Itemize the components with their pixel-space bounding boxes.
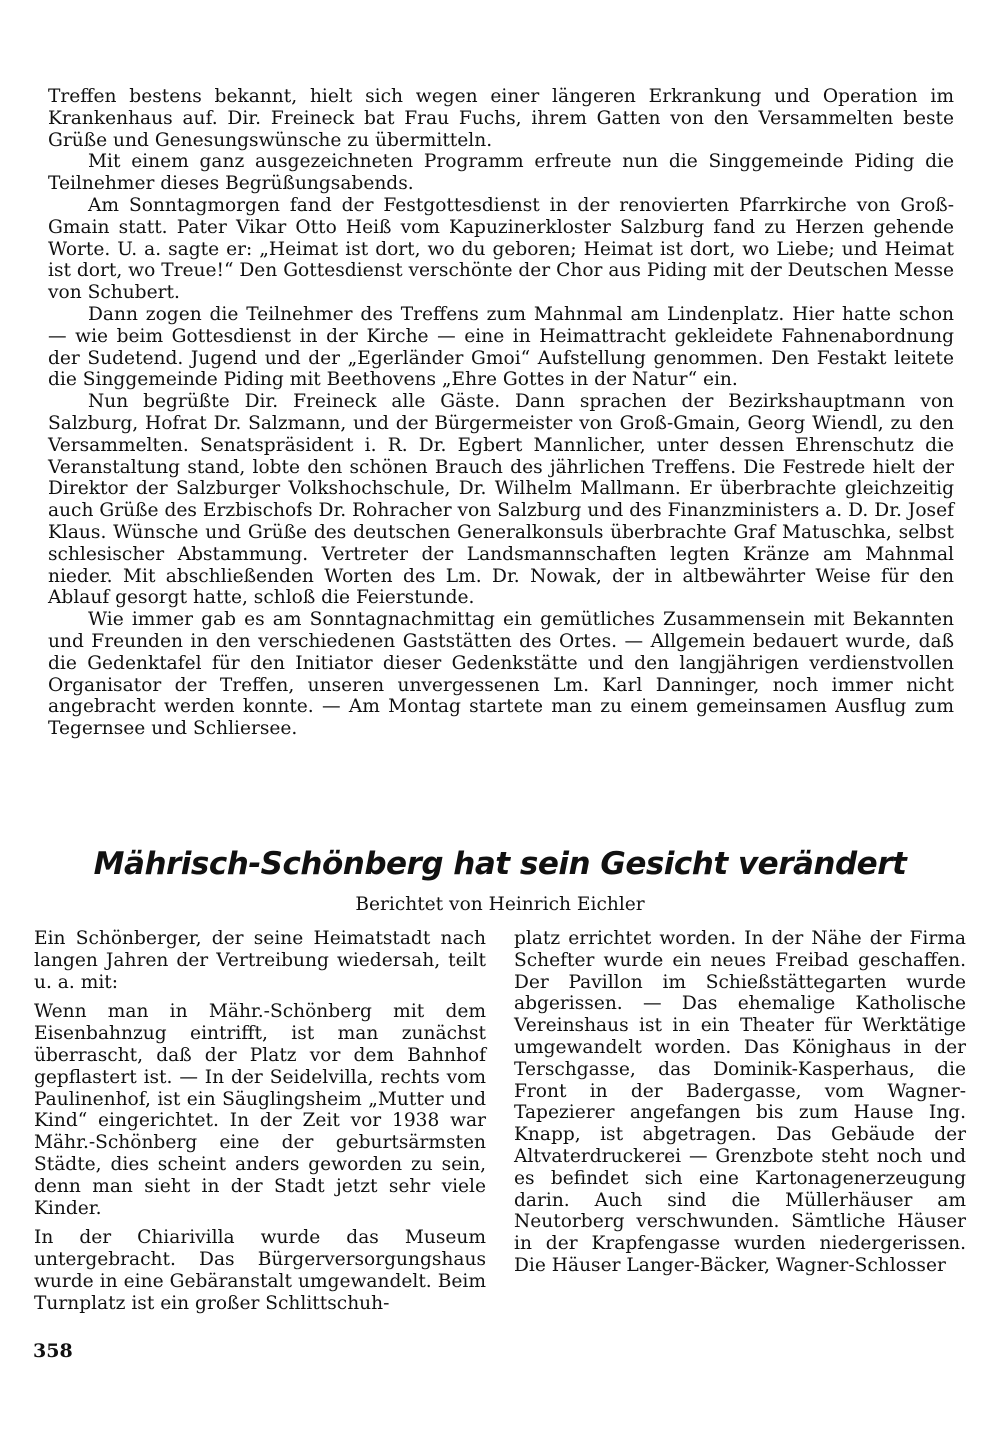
paragraph: Nun begrüßte Dir. Freineck alle Gäste. Dann sprachen der Bezirkshauptmann von Salzburg, Hofrat Dr. Salzmann, und der Bürgermeister von Groß-Gmain, Georg Wiendl, zu den Versammelten. Senatspräsident i. R. Dr. Egbert Mannlicher, unter dessen Ehrenschutz die Veranstaltung stand, lobte den schönen Brauch des jährlichen Treffens. Die Festrede hielt der Direktor der Salzburger Volkshochschule, Dr. Wilhelm Mallmann. Er überbrachte gleichzeitig auch Grüße des Erzbischofs Dr. Rohracher von Salzburg und des Finanzministers a. D. Dr. Josef Klaus. Wünsche und Grüße des deutschen Generalkonsuls überbrachte Graf Matuschka, selbst schlesischer Abstammung. Vertreter der Landsmannschaften legten Kränze am Mahnmal nieder. Mit abschließenden Worten des Lm. Dr. Nowak, der in altbewährter Weise für den Ablauf gesorgt hatte, schloß die Feierstunde.	[48, 391, 954, 609]
paragraph: Dann zogen die Teilnehmer des Treffens zum Mahnmal am Lindenplatz. Hier hatte schon — wie beim Gottesdienst in der Kirche — eine in Heimattracht gekleidete Fahnenabordnung der Sudetend. Jugend und der „Egerländer Gmoi“ Aufstellung genommen. Den Festakt leitete die Singgemeinde Piding mit Beethovens „Ehre Gottes in der Natur“ ein.	[48, 303, 954, 391]
page-number: 358	[33, 1340, 73, 1362]
paragraph: Ein Schönberger, der seine Heimatstadt nach langen Jahren der Vertreibung wiedersah, teilt u. a. mit:	[34, 928, 486, 993]
paragraph: In der Chiarivilla wurde das Museum untergebracht. Das Bürgerversorgungshaus wurde in eine Gebäranstalt umgewandelt. Beim Turnplatz ist ein großer Schlittschuh-	[34, 1227, 486, 1314]
article-byline: Berichtet von Heinrich Eichler	[355, 894, 645, 915]
paragraph: Treffen bestens bekannt, hielt sich wegen einer längeren Erkrankung und Operation im Krankenhaus auf. Dir. Freineck bat Frau Fuchs, ihrem Gatten von den Versammelten beste Grüße und Genesungswünsche zu übermitteln.	[48, 86, 954, 151]
paragraph: platz errichtet worden. In der Nähe der Firma Schefter wurde ein neues Freibad geschaffen. Der Pavillon im Schießstättegarten wurde abgerissen. — Das ehemalige Katholische Vereinshaus ist in ein Theater für Werktätige umgewandelt worden. Das Könighaus in der Terschgasse, das Dominik-Kasperhaus, die Front in der Badergasse, vom Wagner-Tapezierer angefangen bis zum Hause Ing. Knapp, ist abgetragen. Das Gebäude der Altvaterdruckerei — Grenzbote steht noch und es befindet sich eine Kartonagenerzeugung darin. Auch sind die Müllerhäuser am Neutorberg verschwunden. Sämtliche Häuser in der Krapfengasse wurden niedergerissen. Die Häuser Langer-Bäcker, Wagner-Schlosser	[514, 928, 966, 1276]
paragraph: Wenn man in Mähr.-Schönberg mit dem Eisenbahnzug eintrifft, ist man zunächst überrascht, daß der Platz vor dem Bahnhof gepflastert ist. — In der Seidelvilla, rechts vom Paulinenhof, ist ein Säuglingsheim „Mutter und Kind“ eingerichtet. In der Zeit vor 1938 war Mähr.-Schönberg eine der geburtsärmsten Städte, dies scheint anders geworden zu sein, denn man sieht in der Stadt jetzt sehr viele Kinder.	[34, 1001, 486, 1219]
paragraph: Wie immer gab es am Sonntagnachmittag ein gemütliches Zusammensein mit Bekannten und Freunden in den verschiedenen Gaststätten des Ortes. — Allgemein bedauert wurde, daß die Gedenktafel für den Initiator dieser Gedenkstätte und den langjährigen verdienstvollen Organisator der Treffen, unseren unvergessenen Lm. Karl Danninger, noch immer nicht angebracht werden konnte. — Am Montag startete man zu einem gemeinsamen Ausflug zum Tegernsee und Schliersee.	[48, 609, 954, 740]
article-column-right	[514, 928, 966, 1285]
paragraph: Mit einem ganz ausgezeichneten Programm erfreute nun die Singgemeinde Piding die Teilnehmer dieses Begrüßungsabends.	[48, 151, 954, 195]
continued-article-text	[48, 86, 954, 740]
paragraph: Am Sonntagmorgen fand der Festgottesdienst in der renovierten Pfarrkirche von Groß-Gmain statt. Pater Vikar Otto Heiß vom Kapuzinerkloster Salzburg fand zu Herzen gehende Worte. U. a. sagte er: „Heimat ist dort, wo du geboren; Heimat ist dort, wo Liebe; und Heimat ist dort, wo Treue!“ Den Gottesdienst verschönte der Chor aus Piding mit der Deutschen Messe von Schubert.	[48, 194, 954, 304]
article-column-left	[34, 928, 486, 1323]
article-headline: Mährisch-Schönberg hat sein Gesicht verändert	[93, 846, 907, 882]
